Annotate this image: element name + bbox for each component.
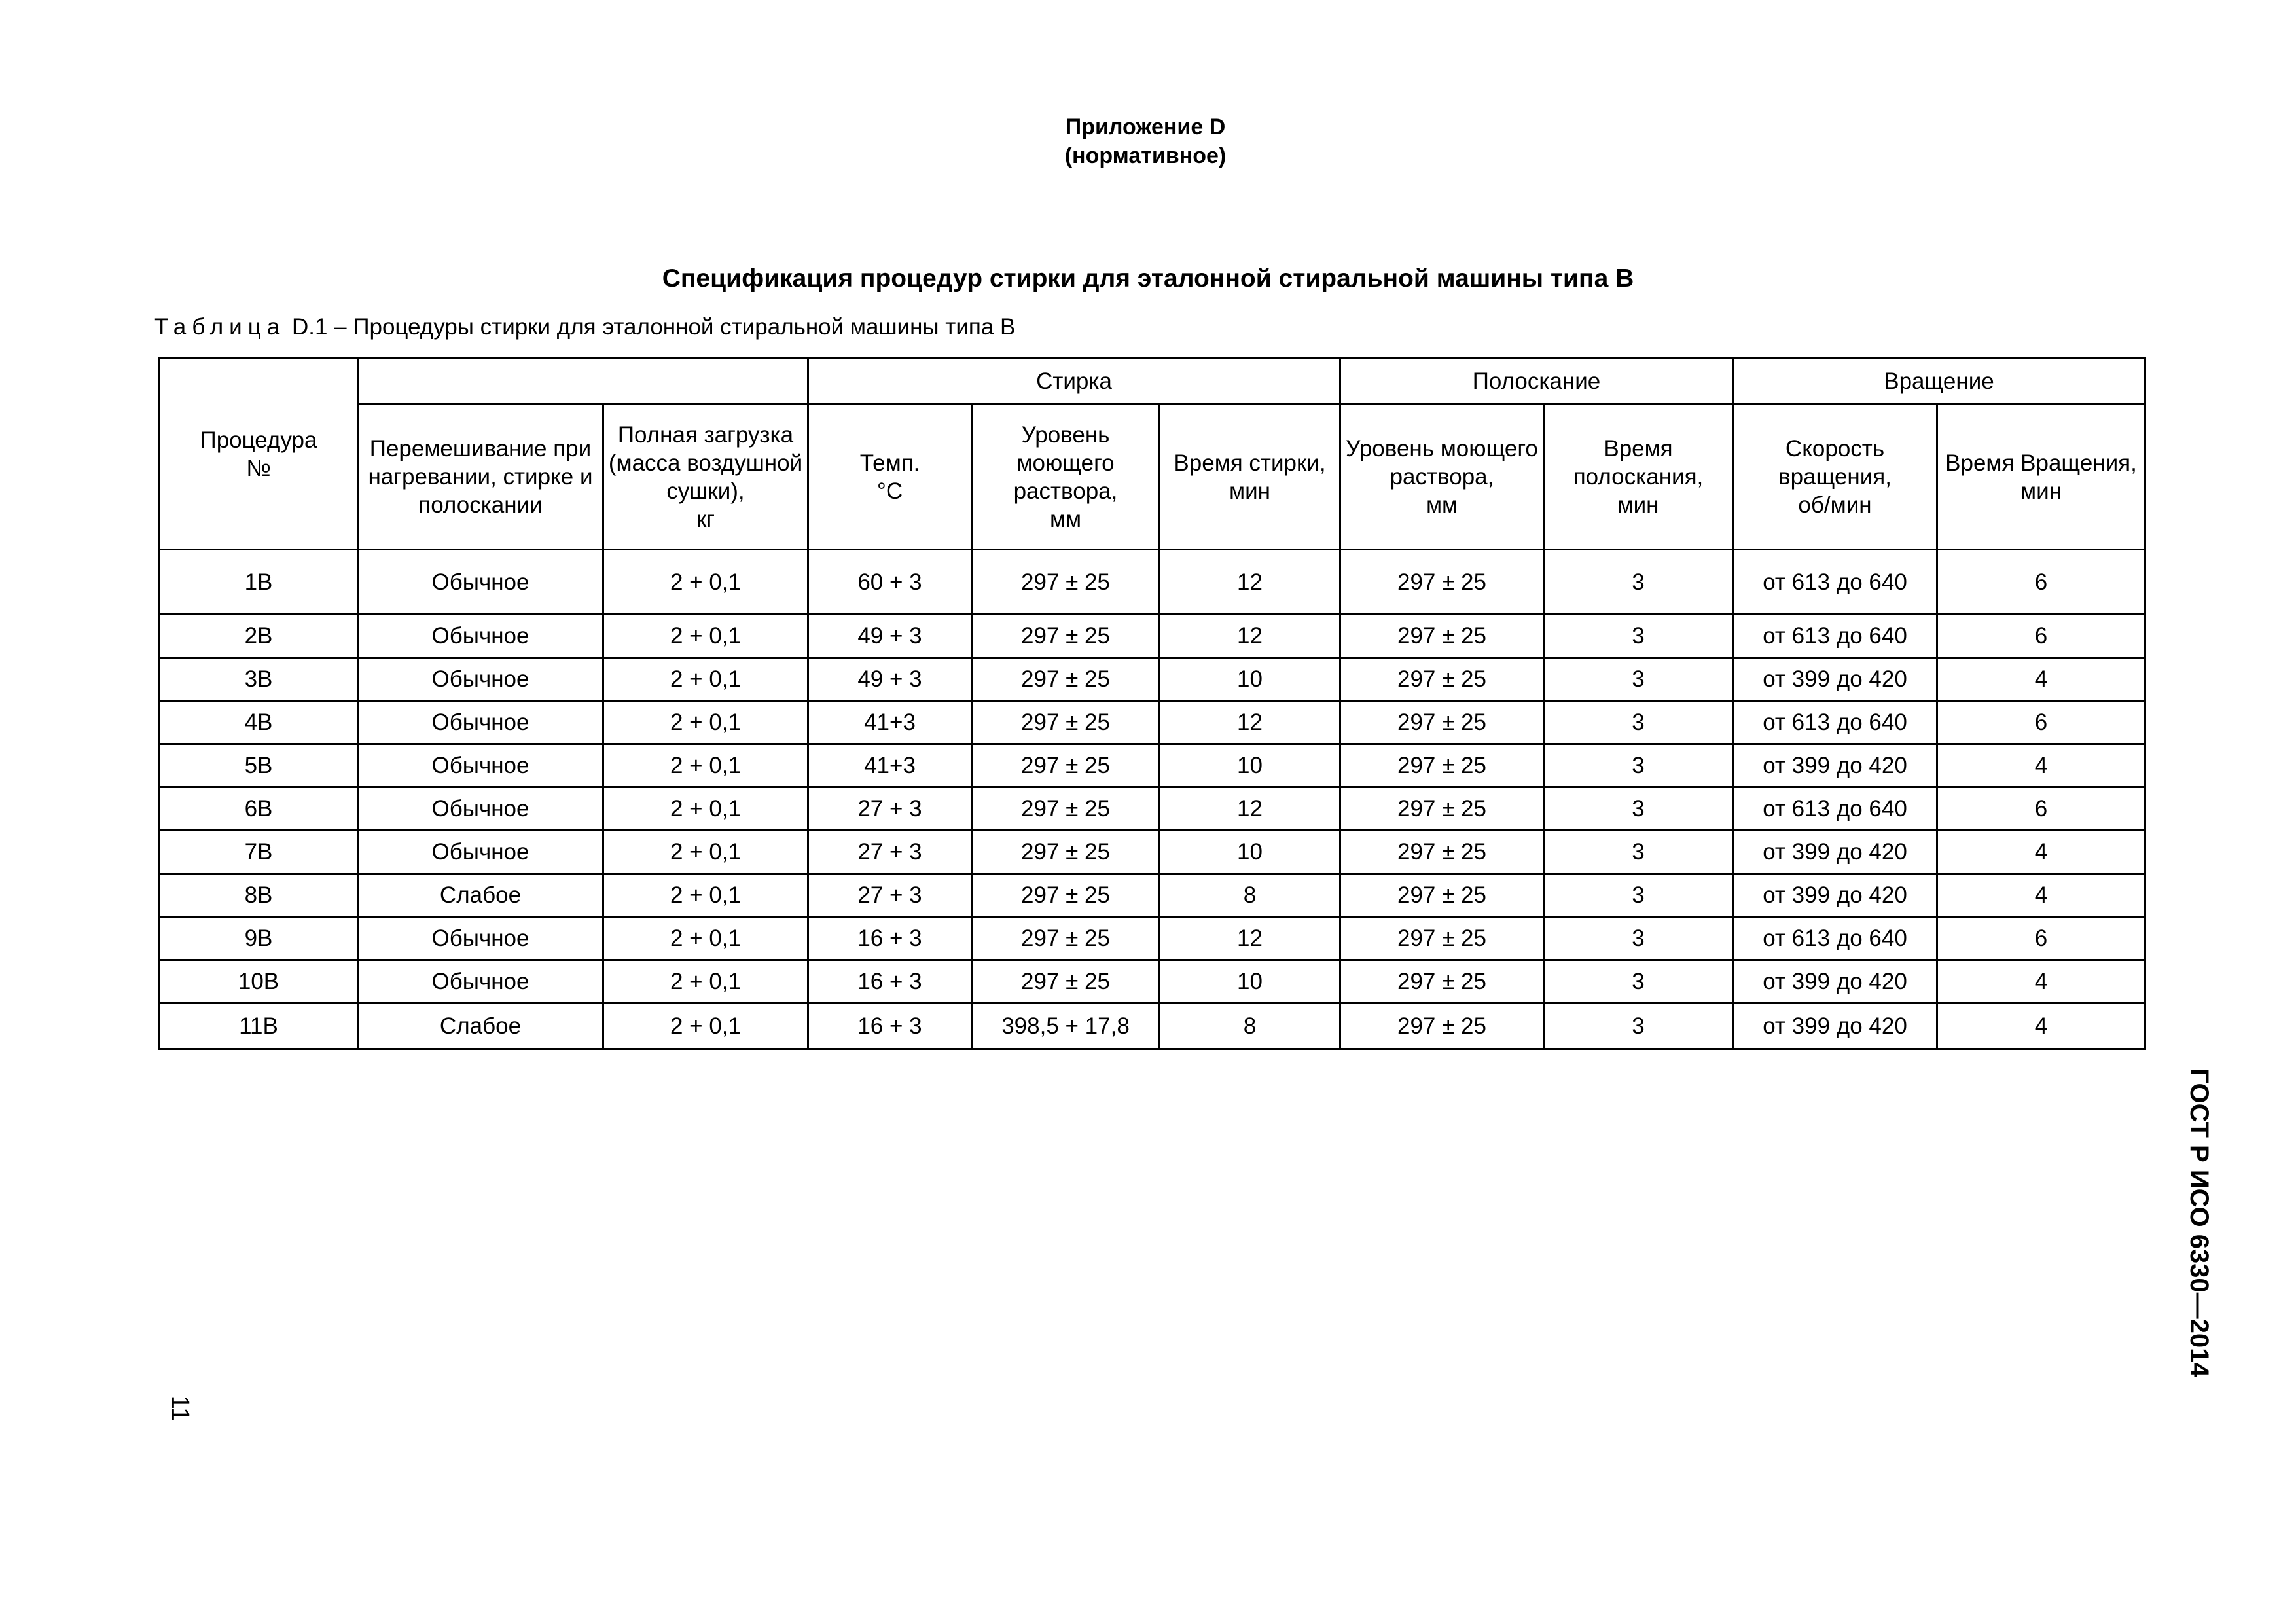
- table-cell: 2 + 0,1: [603, 658, 808, 701]
- table-cell: Обычное: [358, 744, 603, 787]
- table-cell: 297 ± 25: [972, 787, 1160, 831]
- table-cell: 3: [1544, 744, 1733, 787]
- table-cell: 297 ± 25: [1340, 917, 1544, 960]
- table-cell: 4: [1937, 658, 2145, 701]
- table-cell: 16 + 3: [808, 917, 972, 960]
- table-cell: 10: [1160, 831, 1340, 874]
- table-cell: 12: [1160, 701, 1340, 744]
- table-cell: от 613 до 640: [1733, 787, 1937, 831]
- table-row: [160, 874, 2145, 917]
- table-cell: 3: [1544, 701, 1733, 744]
- table-cell: 297 ± 25: [1340, 1003, 1544, 1049]
- table-cell: 6В: [160, 787, 358, 831]
- table-cell: 2 + 0,1: [603, 1003, 808, 1049]
- table-caption: [154, 314, 1015, 340]
- table-cell: 297 ± 25: [1340, 744, 1544, 787]
- table-cell: 6: [1937, 550, 2145, 615]
- table-cell: 3: [1544, 787, 1733, 831]
- table-cell: от 399 до 420: [1733, 1003, 1937, 1049]
- table-cell: 297 ± 25: [1340, 874, 1544, 917]
- table-cell: от 399 до 420: [1733, 960, 1937, 1003]
- table-caption-text: D.1 – Процедуры стирки для эталонной стиральной машины типа В: [291, 314, 1016, 340]
- table-cell: 297 ± 25: [972, 960, 1160, 1003]
- table-row: [160, 960, 2145, 1003]
- table-cell: 297 ± 25: [1340, 615, 1544, 658]
- col-header-rinse-level: Уровень моющего раствора, мм: [1340, 405, 1544, 550]
- table-cell: 4: [1937, 831, 2145, 874]
- table-cell: 4: [1937, 874, 2145, 917]
- table-cell: от 613 до 640: [1733, 701, 1937, 744]
- table-cell: Обычное: [358, 701, 603, 744]
- table-row: [160, 744, 2145, 787]
- table-cell: Обычное: [358, 831, 603, 874]
- table-cell: 2 + 0,1: [603, 701, 808, 744]
- table-cell: 3: [1544, 658, 1733, 701]
- table-row: [160, 550, 2145, 615]
- table-cell: 4: [1937, 744, 2145, 787]
- table-cell: 27 + 3: [808, 831, 972, 874]
- table-cell: 2В: [160, 615, 358, 658]
- table-row: [160, 701, 2145, 744]
- table-cell: 297 ± 25: [1340, 701, 1544, 744]
- group-header-rinse: Полоскание: [1340, 359, 1733, 405]
- appendix-heading: [949, 113, 1342, 170]
- table-cell: 7В: [160, 831, 358, 874]
- table-cell: 6: [1937, 787, 2145, 831]
- table-cell: 10В: [160, 960, 358, 1003]
- table-cell: от 399 до 420: [1733, 658, 1937, 701]
- table-cell: 3: [1544, 615, 1733, 658]
- table-cell: 3: [1544, 960, 1733, 1003]
- table-cell: 11В: [160, 1003, 358, 1049]
- table-cell: 297 ± 25: [972, 917, 1160, 960]
- table-cell: 8: [1160, 874, 1340, 917]
- table-cell: 3: [1544, 874, 1733, 917]
- table-cell: 27 + 3: [808, 787, 972, 831]
- table-cell: 297 ± 25: [972, 701, 1160, 744]
- table-cell: 6: [1937, 917, 2145, 960]
- table-caption-label: Таблица: [154, 314, 286, 340]
- page-number: 11: [166, 1395, 194, 1422]
- table-cell: 10: [1160, 960, 1340, 1003]
- table-row: [160, 917, 2145, 960]
- col-header-wash-time: Время стирки, мин: [1160, 405, 1340, 550]
- table-cell: 10: [1160, 744, 1340, 787]
- table-cell: от 613 до 640: [1733, 615, 1937, 658]
- appendix-title: Приложение D: [1065, 115, 1226, 139]
- table-row: [160, 615, 2145, 658]
- table-row: [160, 1003, 2145, 1049]
- table-cell: от 613 до 640: [1733, 550, 1937, 615]
- col-header-spin-time: Время Вращения, мин: [1937, 405, 2145, 550]
- table-cell: 2 + 0,1: [603, 550, 808, 615]
- table-cell: 5В: [160, 744, 358, 787]
- table-cell: Обычное: [358, 787, 603, 831]
- col-header-load: Полная загрузка (масса воздушной сушки), кг: [603, 405, 808, 550]
- table-cell: 8В: [160, 874, 358, 917]
- table-row: [160, 658, 2145, 701]
- table-cell: 297 ± 25: [1340, 831, 1544, 874]
- table-cell: 2 + 0,1: [603, 917, 808, 960]
- group-header-wash: Стирка: [808, 359, 1340, 405]
- table-cell: 4В: [160, 701, 358, 744]
- table-cell: Слабое: [358, 1003, 603, 1049]
- table-cell: 4: [1937, 1003, 2145, 1049]
- table-cell: 297 ± 25: [1340, 787, 1544, 831]
- table-cell: 297 ± 25: [1340, 658, 1544, 701]
- table-row: [160, 831, 2145, 874]
- col-header-procedure: Процедура №: [160, 359, 358, 550]
- col-header-temp: Темп. °С: [808, 405, 972, 550]
- table-cell: 27 + 3: [808, 874, 972, 917]
- table-cell: 41+3: [808, 701, 972, 744]
- table-cell: 3В: [160, 658, 358, 701]
- standard-code-label: ГОСТ Р ИСО 6330—2014: [2185, 1068, 2214, 1377]
- table-cell: 49 + 3: [808, 658, 972, 701]
- table-cell: 2 + 0,1: [603, 960, 808, 1003]
- table-cell: Обычное: [358, 960, 603, 1003]
- table-cell: 297 ± 25: [1340, 960, 1544, 1003]
- table-cell: 297 ± 25: [972, 874, 1160, 917]
- table-cell: от 399 до 420: [1733, 744, 1937, 787]
- table-cell: 297 ± 25: [972, 658, 1160, 701]
- table-cell: от 613 до 640: [1733, 917, 1937, 960]
- table-cell: 12: [1160, 550, 1340, 615]
- table-cell: 6: [1937, 701, 2145, 744]
- table-cell: 3: [1544, 1003, 1733, 1049]
- table-cell: 3: [1544, 550, 1733, 615]
- table-cell: 12: [1160, 615, 1340, 658]
- table-cell: 60 + 3: [808, 550, 972, 615]
- col-header-agitation: Перемешивание при нагревании, стирке и полоскании: [358, 405, 603, 550]
- table-cell: 297 ± 25: [972, 550, 1160, 615]
- group-header-row: [160, 359, 2145, 405]
- table-cell: 16 + 3: [808, 960, 972, 1003]
- table-cell: Обычное: [358, 550, 603, 615]
- procedures-table: [158, 357, 2146, 1050]
- table-cell: 10: [1160, 658, 1340, 701]
- table-cell: 297 ± 25: [972, 831, 1160, 874]
- table-cell: 3: [1544, 917, 1733, 960]
- table-cell: 41+3: [808, 744, 972, 787]
- group-header-spin: Вращение: [1733, 359, 2145, 405]
- table-cell: 9В: [160, 917, 358, 960]
- table-cell: 297 ± 25: [1340, 550, 1544, 615]
- col-header-wash-level: Уровень моющего раствора, мм: [972, 405, 1160, 550]
- table-cell: 4: [1937, 960, 2145, 1003]
- table-cell: Слабое: [358, 874, 603, 917]
- table-cell: 6: [1937, 615, 2145, 658]
- table-cell: Обычное: [358, 615, 603, 658]
- table-cell: 2 + 0,1: [603, 744, 808, 787]
- appendix-subtitle: (нормативное): [1064, 143, 1227, 168]
- table-cell: 3: [1544, 831, 1733, 874]
- table-cell: 2 + 0,1: [603, 831, 808, 874]
- table-cell: 49 + 3: [808, 615, 972, 658]
- col-header-rinse-time: Время полоскания, мин: [1544, 405, 1733, 550]
- table-cell: 2 + 0,1: [603, 615, 808, 658]
- table-cell: от 399 до 420: [1733, 874, 1937, 917]
- group-header-empty: [358, 359, 808, 405]
- table-cell: 2 + 0,1: [603, 874, 808, 917]
- table-cell: Обычное: [358, 917, 603, 960]
- table-cell: 8: [1160, 1003, 1340, 1049]
- table-cell: 297 ± 25: [972, 615, 1160, 658]
- col-header-spin-speed: Скорость вращения, об/мин: [1733, 405, 1937, 550]
- column-header-row: [160, 405, 2145, 550]
- table-row: [160, 787, 2145, 831]
- table-cell: 12: [1160, 787, 1340, 831]
- table-body: [160, 550, 2145, 1049]
- table-cell: 1В: [160, 550, 358, 615]
- table-cell: 2 + 0,1: [603, 787, 808, 831]
- spec-title: Спецификация процедур стирки для эталонной стиральной машины типа В: [662, 264, 1634, 293]
- table-cell: 297 ± 25: [972, 744, 1160, 787]
- table-cell: 12: [1160, 917, 1340, 960]
- table-cell: Обычное: [358, 658, 603, 701]
- table-cell: 16 + 3: [808, 1003, 972, 1049]
- table-cell: от 399 до 420: [1733, 831, 1937, 874]
- table-cell: 398,5 + 17,8: [972, 1003, 1160, 1049]
